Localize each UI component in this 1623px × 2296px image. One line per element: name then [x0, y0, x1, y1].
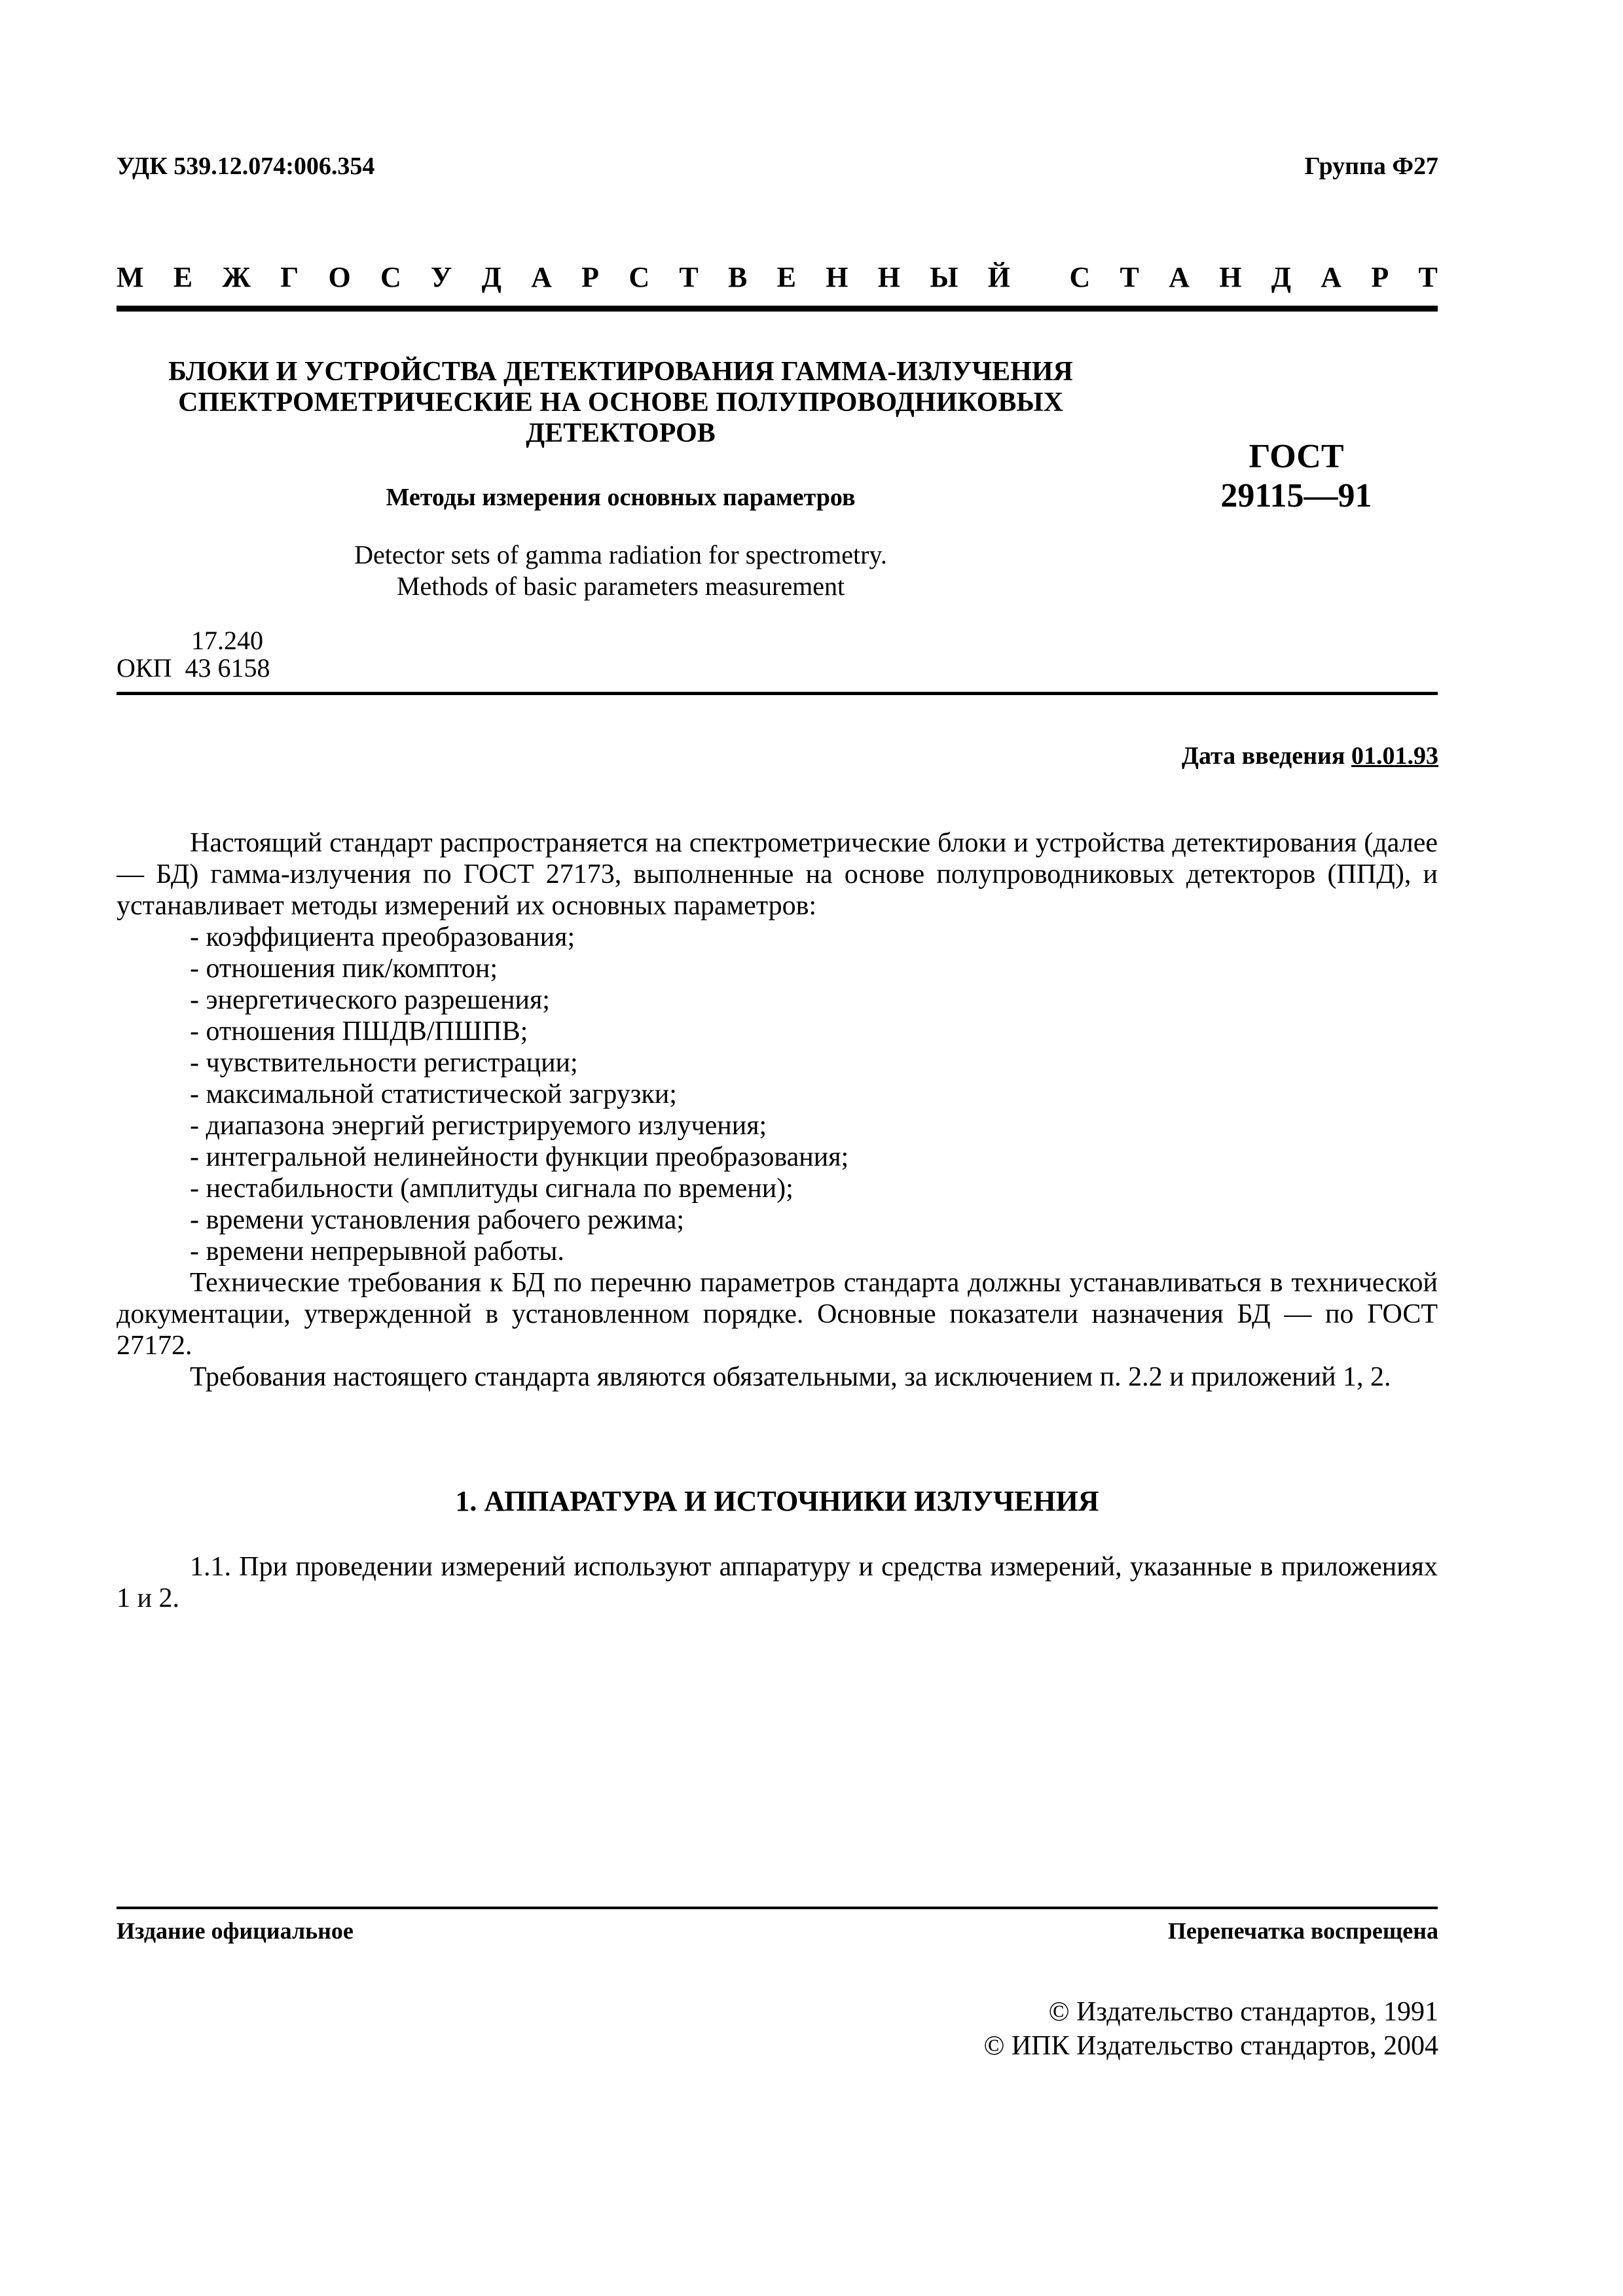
- list-item: - коэффициента преобразования;: [190, 922, 575, 952]
- interstate-standard-banner: [117, 260, 1438, 294]
- section-heading: 1. АППАРАТУРА И ИСТОЧНИКИ ИЗЛУЧЕНИЯ: [455, 1485, 1099, 1517]
- okp-code: [117, 653, 270, 683]
- banner-letter: В: [728, 261, 748, 293]
- banner-letter: О: [328, 261, 351, 293]
- classification-code: 17.240: [191, 626, 263, 655]
- banner-letter: С: [629, 261, 650, 293]
- parameter-list: [117, 922, 1438, 1267]
- banner-letter: А: [1169, 261, 1190, 293]
- copyright-line: © ИПК Издательство стандартов, 2004: [983, 2031, 1438, 2061]
- okp-value: 43 6158: [185, 653, 270, 683]
- banner-letter: Н: [1219, 261, 1242, 293]
- document-subtitle: Методы измерения основных параметров: [386, 484, 856, 511]
- list-item: - отношения пик/комптон;: [190, 954, 498, 984]
- banner-letter: С: [380, 261, 401, 293]
- list-item: - отношения ПШДВ/ПШПВ;: [190, 1016, 528, 1047]
- gost-designation: [1159, 437, 1434, 516]
- intro-paragraph: Настоящий стандарт распространяется на спектрометрические блоки и устройства детектирования (далее — БД) гамма-излучения по ГОСТ 27173, выполненные на основе полупроводниковых детекторов (ППД), и устанавливает методы измерений их основных параметров:: [117, 828, 1438, 921]
- list-item: - интегральной нелинейности функции преобразования;: [190, 1142, 849, 1172]
- banner-letter: Н: [826, 261, 848, 293]
- banner-letter: Ы: [930, 261, 958, 293]
- banner-letter: Т: [1418, 261, 1438, 293]
- title-line: СПЕКТРОМЕТРИЧЕСКИЕ НА ОСНОВЕ ПОЛУПРОВОДНИКОВЫХ: [178, 387, 1063, 418]
- document-body: [117, 827, 1438, 1393]
- introduction-date: [1182, 742, 1438, 770]
- list-item: - времени непрерывной работы.: [190, 1236, 564, 1266]
- official-edition: Издание официальное: [117, 1918, 354, 1944]
- copyright-line: © Издательство стандартов, 1991: [1048, 1997, 1438, 2027]
- banner-letter: Т: [1120, 261, 1139, 293]
- introduction-date-value: 01.01.93: [1351, 742, 1438, 770]
- reprint-prohibited: Перепечатка воспрещена: [1167, 1918, 1438, 1944]
- document-title: [117, 357, 1125, 449]
- title-rule: [117, 692, 1438, 695]
- list-item: - чувствительности регистрации;: [190, 1048, 578, 1078]
- list-item: - времени установления рабочего режима;: [190, 1205, 685, 1235]
- banner-letter: У: [431, 261, 452, 293]
- title-line: ДЕТЕКТОРОВ: [526, 418, 716, 448]
- english-title-line: Methods of basic parameters measurement: [396, 571, 845, 601]
- okp-label: ОКП: [117, 653, 172, 683]
- introduction-date-label: Дата введения: [1181, 742, 1345, 770]
- udk-code: УДК 539.12.074:006.354: [117, 152, 375, 180]
- banner-letter: С: [1069, 261, 1091, 293]
- banner-letter: М: [117, 261, 144, 293]
- banner-letter: Д: [1271, 261, 1291, 293]
- requirements-paragraph: Технические требования к БД по перечню параметров стандарта должны устанавливаться в технической документации, утвержденной в установленном порядке. Основные показатели назначения БД — по ГОСТ 27172.: [117, 1268, 1438, 1361]
- banner-letter: Е: [173, 261, 193, 293]
- english-title: [117, 539, 1125, 602]
- banner-letter: Й: [987, 261, 1010, 293]
- banner-letter: Д: [481, 261, 501, 293]
- banner-letter: Н: [877, 261, 900, 293]
- list-item: - энергетического разрешения;: [190, 985, 550, 1015]
- banner-letter: А: [1321, 261, 1342, 293]
- banner-letter: Е: [776, 261, 796, 293]
- banner-letter: Р: [1371, 261, 1389, 293]
- gost-label: ГОСТ: [1249, 438, 1344, 475]
- banner-letter: Ж: [222, 261, 251, 293]
- banner-letter: Г: [280, 261, 299, 293]
- list-item: - максимальной статистической загрузки;: [190, 1079, 677, 1109]
- banner-letter: А: [531, 261, 552, 293]
- gost-number: 29115—91: [1220, 477, 1372, 514]
- list-item: - диапазона энергий регистрируемого излучения;: [190, 1111, 767, 1141]
- banner-letter: Т: [679, 261, 699, 293]
- title-line: БЛОКИ И УСТРОЙСТВА ДЕТЕКТИРОВАНИЯ ГАММА-ИЗЛУЧЕНИЯ: [168, 357, 1073, 387]
- group-code: Группа Ф27: [1304, 152, 1438, 180]
- banner-letter: Р: [581, 261, 600, 293]
- mandatory-paragraph: Требования настоящего стандарта являются обязательными, за исключением п. 2.2 и приложений 1, 2.: [190, 1362, 1391, 1392]
- english-title-line: Detector sets of gamma radiation for spectrometry.: [354, 540, 887, 569]
- header-rule: [117, 306, 1438, 312]
- copyright-block: [983, 1995, 1438, 2063]
- list-item: - нестабильности (амплитуды сигнала по времени);: [190, 1174, 793, 1204]
- footer-rule: [117, 1907, 1438, 1909]
- clause-1-1: 1.1. При проведении измерений используют аппаратуру и средства измерений, указанные в приложениях 1 и 2.: [117, 1552, 1438, 1613]
